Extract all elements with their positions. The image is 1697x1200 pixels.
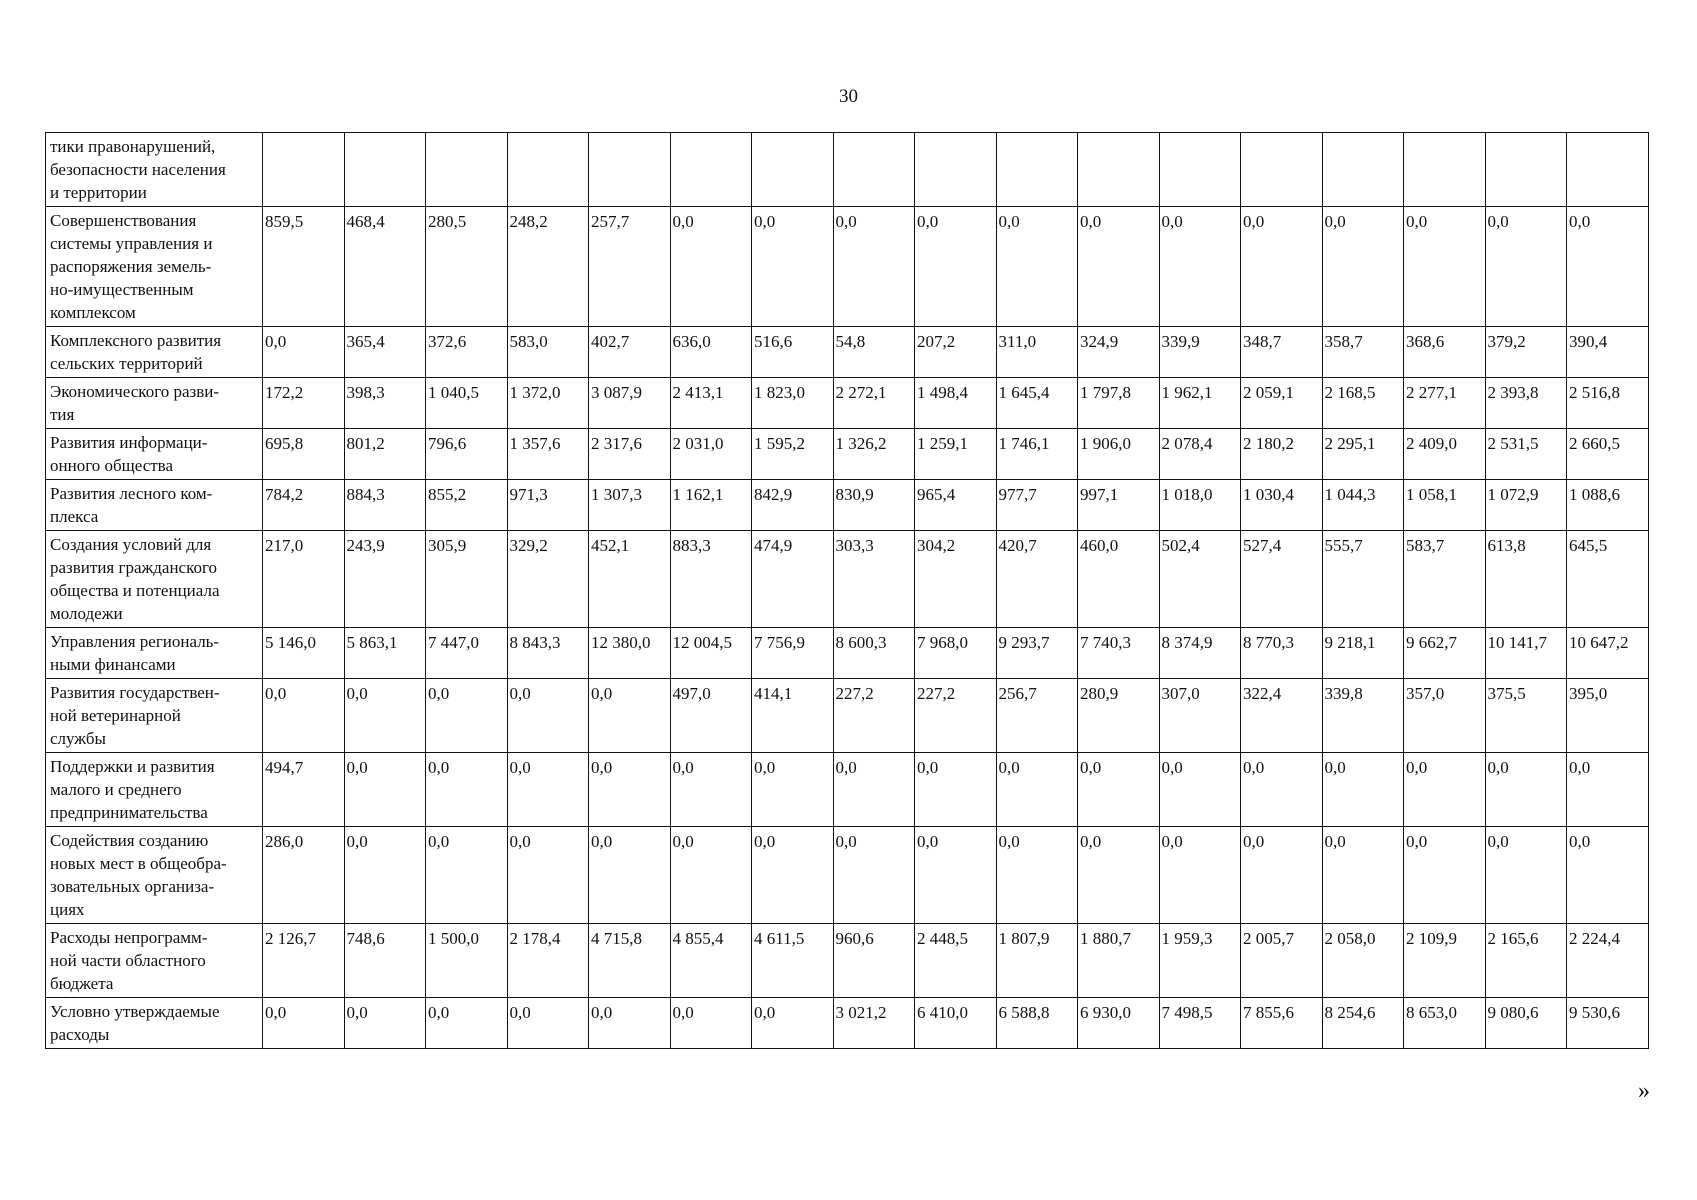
value-cell: 305,9 bbox=[426, 531, 508, 628]
value-cell: 7 740,3 bbox=[1078, 628, 1160, 679]
value-cell: 0,0 bbox=[1485, 753, 1567, 827]
value-cell: 1 372,0 bbox=[507, 378, 589, 429]
value-cell: 0,0 bbox=[915, 207, 997, 327]
value-cell: 2 317,6 bbox=[589, 429, 671, 480]
table-row bbox=[46, 207, 1649, 327]
value-cell: 0,0 bbox=[752, 753, 834, 827]
value-cell: 0,0 bbox=[1485, 207, 1567, 327]
value-cell: 1 058,1 bbox=[1404, 480, 1486, 531]
value-cell: 965,4 bbox=[915, 480, 997, 531]
value-cell: 1 018,0 bbox=[1159, 480, 1241, 531]
value-cell: 0,0 bbox=[670, 753, 752, 827]
row-label bbox=[46, 753, 263, 827]
value-cell: 0,0 bbox=[426, 679, 508, 753]
value-cell: 0,0 bbox=[1322, 753, 1404, 827]
page-number: 30 bbox=[839, 86, 858, 107]
value-cell bbox=[589, 133, 671, 207]
value-cell: 494,7 bbox=[263, 753, 345, 827]
value-cell: 645,5 bbox=[1567, 531, 1649, 628]
value-cell: 0,0 bbox=[1159, 207, 1241, 327]
value-cell: 859,5 bbox=[263, 207, 345, 327]
value-cell: 0,0 bbox=[1567, 827, 1649, 924]
row-label-line: общества и потенциала bbox=[50, 581, 220, 600]
value-cell: 0,0 bbox=[426, 998, 508, 1049]
value-cell bbox=[1159, 133, 1241, 207]
value-cell: 0,0 bbox=[1567, 753, 1649, 827]
value-cell: 348,7 bbox=[1241, 327, 1323, 378]
value-cell: 636,0 bbox=[670, 327, 752, 378]
value-cell: 4 611,5 bbox=[752, 924, 834, 998]
value-cell: 217,0 bbox=[263, 531, 345, 628]
value-cell: 0,0 bbox=[426, 753, 508, 827]
value-cell: 379,2 bbox=[1485, 327, 1567, 378]
row-label-line: Поддержки и развития bbox=[50, 757, 215, 776]
budget-table bbox=[45, 132, 1649, 1049]
row-label-line: ной части областного bbox=[50, 951, 206, 970]
value-cell bbox=[752, 133, 834, 207]
value-cell: 2 660,5 bbox=[1567, 429, 1649, 480]
value-cell: 1 307,3 bbox=[589, 480, 671, 531]
value-cell bbox=[426, 133, 508, 207]
value-cell: 2 168,5 bbox=[1322, 378, 1404, 429]
row-label-line: Содействия созданию bbox=[50, 831, 209, 850]
value-cell: 8 254,6 bbox=[1322, 998, 1404, 1049]
value-cell: 3 021,2 bbox=[833, 998, 915, 1049]
value-cell: 0,0 bbox=[507, 753, 589, 827]
value-cell: 358,7 bbox=[1322, 327, 1404, 378]
value-cell: 2 180,2 bbox=[1241, 429, 1323, 480]
value-cell: 257,7 bbox=[589, 207, 671, 327]
row-label-line: сельских территорий bbox=[50, 354, 203, 373]
row-label-line: онного общества bbox=[50, 456, 174, 475]
value-cell: 227,2 bbox=[833, 679, 915, 753]
value-cell: 5 863,1 bbox=[344, 628, 426, 679]
value-cell: 402,7 bbox=[589, 327, 671, 378]
value-cell: 0,0 bbox=[1159, 753, 1241, 827]
value-cell: 0,0 bbox=[263, 998, 345, 1049]
table-row bbox=[46, 429, 1649, 480]
row-label-line: тия bbox=[50, 405, 75, 424]
value-cell: 2 448,5 bbox=[915, 924, 997, 998]
value-cell: 0,0 bbox=[833, 827, 915, 924]
row-label bbox=[46, 378, 263, 429]
table-row bbox=[46, 679, 1649, 753]
value-cell: 8 374,9 bbox=[1159, 628, 1241, 679]
value-cell: 2 277,1 bbox=[1404, 378, 1486, 429]
value-cell: 0,0 bbox=[1322, 827, 1404, 924]
value-cell: 368,6 bbox=[1404, 327, 1486, 378]
row-label bbox=[46, 480, 263, 531]
value-cell: 497,0 bbox=[670, 679, 752, 753]
value-cell: 286,0 bbox=[263, 827, 345, 924]
value-cell: 6 930,0 bbox=[1078, 998, 1160, 1049]
value-cell: 0,0 bbox=[752, 827, 834, 924]
value-cell: 2 165,6 bbox=[1485, 924, 1567, 998]
value-cell: 322,4 bbox=[1241, 679, 1323, 753]
value-cell: 280,9 bbox=[1078, 679, 1160, 753]
value-cell: 6 410,0 bbox=[915, 998, 997, 1049]
budget-table-body bbox=[46, 133, 1649, 1049]
value-cell: 0,0 bbox=[344, 753, 426, 827]
value-cell: 1 326,2 bbox=[833, 429, 915, 480]
row-label-line: Развития государствен- bbox=[50, 683, 220, 702]
value-cell: 329,2 bbox=[507, 531, 589, 628]
value-cell: 2 178,4 bbox=[507, 924, 589, 998]
value-cell: 0,0 bbox=[1159, 827, 1241, 924]
row-label-line: Условно утверждаемые bbox=[50, 1002, 220, 1021]
value-cell: 7 968,0 bbox=[915, 628, 997, 679]
value-cell: 10 647,2 bbox=[1567, 628, 1649, 679]
value-cell: 2 272,1 bbox=[833, 378, 915, 429]
value-cell: 0,0 bbox=[263, 679, 345, 753]
value-cell: 0,0 bbox=[344, 679, 426, 753]
row-label-line: бюджета bbox=[50, 974, 114, 993]
row-label-line: новых мест в общеобра- bbox=[50, 854, 227, 873]
value-cell: 516,6 bbox=[752, 327, 834, 378]
value-cell: 502,4 bbox=[1159, 531, 1241, 628]
value-cell: 2 409,0 bbox=[1404, 429, 1486, 480]
value-cell: 0,0 bbox=[996, 827, 1078, 924]
value-cell: 395,0 bbox=[1567, 679, 1649, 753]
value-cell bbox=[1404, 133, 1486, 207]
value-cell: 2 059,1 bbox=[1241, 378, 1323, 429]
value-cell: 311,0 bbox=[996, 327, 1078, 378]
value-cell: 1 259,1 bbox=[915, 429, 997, 480]
value-cell: 2 109,9 bbox=[1404, 924, 1486, 998]
value-cell bbox=[996, 133, 1078, 207]
value-cell: 2 031,0 bbox=[670, 429, 752, 480]
continuation-mark: » bbox=[1638, 1078, 1650, 1104]
row-label-line: и территории bbox=[50, 183, 147, 202]
row-label-line: безопасности населения bbox=[50, 160, 226, 179]
value-cell: 12 004,5 bbox=[670, 628, 752, 679]
value-cell bbox=[1322, 133, 1404, 207]
table-row bbox=[46, 480, 1649, 531]
value-cell: 0,0 bbox=[507, 998, 589, 1049]
value-cell: 0,0 bbox=[263, 327, 345, 378]
value-cell: 555,7 bbox=[1322, 531, 1404, 628]
value-cell: 468,4 bbox=[344, 207, 426, 327]
value-cell: 0,0 bbox=[344, 827, 426, 924]
row-label-line: распоряжения земель- bbox=[50, 257, 212, 276]
row-label-line: Расходы непрограмм- bbox=[50, 928, 208, 947]
value-cell: 339,8 bbox=[1322, 679, 1404, 753]
value-cell bbox=[1567, 133, 1649, 207]
row-label bbox=[46, 327, 263, 378]
value-cell: 365,4 bbox=[344, 327, 426, 378]
value-cell: 1 797,8 bbox=[1078, 378, 1160, 429]
value-cell: 7 855,6 bbox=[1241, 998, 1323, 1049]
value-cell: 0,0 bbox=[1404, 827, 1486, 924]
table-row bbox=[46, 924, 1649, 998]
row-label-line: Экономического разви- bbox=[50, 382, 220, 401]
value-cell: 0,0 bbox=[1485, 827, 1567, 924]
value-cell: 10 141,7 bbox=[1485, 628, 1567, 679]
row-label-line: расходы bbox=[50, 1025, 110, 1044]
row-label-line: Совершенствования bbox=[50, 211, 197, 230]
value-cell: 4 855,4 bbox=[670, 924, 752, 998]
value-cell: 796,6 bbox=[426, 429, 508, 480]
value-cell: 8 843,3 bbox=[507, 628, 589, 679]
value-cell: 0,0 bbox=[833, 753, 915, 827]
value-cell: 452,1 bbox=[589, 531, 671, 628]
value-cell: 0,0 bbox=[1404, 207, 1486, 327]
value-cell: 801,2 bbox=[344, 429, 426, 480]
value-cell: 1 645,4 bbox=[996, 378, 1078, 429]
value-cell: 0,0 bbox=[752, 998, 834, 1049]
value-cell: 2 126,7 bbox=[263, 924, 345, 998]
value-cell: 8 600,3 bbox=[833, 628, 915, 679]
value-cell: 1 962,1 bbox=[1159, 378, 1241, 429]
value-cell: 0,0 bbox=[833, 207, 915, 327]
value-cell: 1 595,2 bbox=[752, 429, 834, 480]
value-cell: 1 746,1 bbox=[996, 429, 1078, 480]
value-cell: 3 087,9 bbox=[589, 378, 671, 429]
value-cell: 398,3 bbox=[344, 378, 426, 429]
value-cell: 1 072,9 bbox=[1485, 480, 1567, 531]
value-cell: 7 498,5 bbox=[1159, 998, 1241, 1049]
value-cell: 1 906,0 bbox=[1078, 429, 1160, 480]
value-cell bbox=[670, 133, 752, 207]
value-cell: 280,5 bbox=[426, 207, 508, 327]
row-label-line: ной ветеринарной bbox=[50, 706, 181, 725]
value-cell: 1 823,0 bbox=[752, 378, 834, 429]
value-cell: 0,0 bbox=[996, 207, 1078, 327]
value-cell: 0,0 bbox=[589, 827, 671, 924]
value-cell bbox=[833, 133, 915, 207]
value-cell: 0,0 bbox=[1078, 207, 1160, 327]
value-cell: 784,2 bbox=[263, 480, 345, 531]
value-cell: 9 530,6 bbox=[1567, 998, 1649, 1049]
row-label-line: Создания условий для bbox=[50, 535, 212, 554]
row-label bbox=[46, 429, 263, 480]
row-label bbox=[46, 531, 263, 628]
value-cell: 357,0 bbox=[1404, 679, 1486, 753]
row-label bbox=[46, 924, 263, 998]
value-cell: 0,0 bbox=[1567, 207, 1649, 327]
value-cell: 0,0 bbox=[589, 998, 671, 1049]
value-cell: 583,0 bbox=[507, 327, 589, 378]
value-cell: 390,4 bbox=[1567, 327, 1649, 378]
value-cell: 8 653,0 bbox=[1404, 998, 1486, 1049]
value-cell: 0,0 bbox=[1241, 753, 1323, 827]
value-cell: 0,0 bbox=[426, 827, 508, 924]
table-row bbox=[46, 531, 1649, 628]
row-label-line: тики правонарушений, bbox=[50, 137, 216, 156]
value-cell: 2 531,5 bbox=[1485, 429, 1567, 480]
value-cell: 0,0 bbox=[1078, 827, 1160, 924]
value-cell: 2 005,7 bbox=[1241, 924, 1323, 998]
row-label-line: плекса bbox=[50, 507, 99, 526]
value-cell: 7 756,9 bbox=[752, 628, 834, 679]
table-row bbox=[46, 827, 1649, 924]
value-cell: 1 880,7 bbox=[1078, 924, 1160, 998]
value-cell: 54,8 bbox=[833, 327, 915, 378]
value-cell: 9 293,7 bbox=[996, 628, 1078, 679]
value-cell: 474,9 bbox=[752, 531, 834, 628]
row-label-line: малого и среднего bbox=[50, 780, 182, 799]
value-cell: 12 380,0 bbox=[589, 628, 671, 679]
value-cell: 0,0 bbox=[915, 827, 997, 924]
value-cell: 7 447,0 bbox=[426, 628, 508, 679]
value-cell: 256,7 bbox=[996, 679, 1078, 753]
value-cell: 303,3 bbox=[833, 531, 915, 628]
row-label-line: службы bbox=[50, 729, 106, 748]
value-cell: 842,9 bbox=[752, 480, 834, 531]
table-row bbox=[46, 133, 1649, 207]
row-label-line: комплексом bbox=[50, 303, 136, 322]
table-row bbox=[46, 753, 1649, 827]
row-label bbox=[46, 133, 263, 207]
value-cell: 324,9 bbox=[1078, 327, 1160, 378]
value-cell: 0,0 bbox=[589, 679, 671, 753]
row-label-line: циях bbox=[50, 900, 85, 919]
value-cell: 1 500,0 bbox=[426, 924, 508, 998]
value-cell bbox=[915, 133, 997, 207]
value-cell: 1 162,1 bbox=[670, 480, 752, 531]
table-row bbox=[46, 998, 1649, 1049]
row-label bbox=[46, 679, 263, 753]
value-cell: 748,6 bbox=[344, 924, 426, 998]
value-cell: 172,2 bbox=[263, 378, 345, 429]
table-row bbox=[46, 378, 1649, 429]
value-cell: 2 224,4 bbox=[1567, 924, 1649, 998]
row-label bbox=[46, 207, 263, 327]
row-label-line: Развития лесного ком- bbox=[50, 484, 213, 503]
value-cell: 414,1 bbox=[752, 679, 834, 753]
value-cell: 0,0 bbox=[670, 998, 752, 1049]
row-label bbox=[46, 827, 263, 924]
value-cell: 9 662,7 bbox=[1404, 628, 1486, 679]
value-cell: 1 357,6 bbox=[507, 429, 589, 480]
value-cell: 0,0 bbox=[1241, 827, 1323, 924]
value-cell: 855,2 bbox=[426, 480, 508, 531]
row-label bbox=[46, 998, 263, 1049]
row-label-line: зовательных организа- bbox=[50, 877, 215, 896]
value-cell: 527,4 bbox=[1241, 531, 1323, 628]
value-cell: 1 044,3 bbox=[1322, 480, 1404, 531]
value-cell: 0,0 bbox=[996, 753, 1078, 827]
value-cell: 0,0 bbox=[915, 753, 997, 827]
value-cell: 977,7 bbox=[996, 480, 1078, 531]
value-cell bbox=[1241, 133, 1323, 207]
value-cell: 0,0 bbox=[589, 753, 671, 827]
value-cell: 0,0 bbox=[1241, 207, 1323, 327]
value-cell: 0,0 bbox=[670, 827, 752, 924]
value-cell: 1 498,4 bbox=[915, 378, 997, 429]
row-label-line: но-имущественным bbox=[50, 280, 194, 299]
value-cell bbox=[1078, 133, 1160, 207]
value-cell: 0,0 bbox=[1322, 207, 1404, 327]
value-cell: 9 080,6 bbox=[1485, 998, 1567, 1049]
value-cell: 420,7 bbox=[996, 531, 1078, 628]
value-cell: 372,6 bbox=[426, 327, 508, 378]
table-row bbox=[46, 327, 1649, 378]
value-cell: 2 078,4 bbox=[1159, 429, 1241, 480]
value-cell: 883,3 bbox=[670, 531, 752, 628]
value-cell: 248,2 bbox=[507, 207, 589, 327]
value-cell: 304,2 bbox=[915, 531, 997, 628]
row-label-line: ными финансами bbox=[50, 655, 176, 674]
value-cell: 1 030,4 bbox=[1241, 480, 1323, 531]
value-cell: 5 146,0 bbox=[263, 628, 345, 679]
value-cell: 460,0 bbox=[1078, 531, 1160, 628]
row-label-line: развития гражданского bbox=[50, 558, 218, 577]
table-row bbox=[46, 628, 1649, 679]
value-cell: 0,0 bbox=[1404, 753, 1486, 827]
value-cell: 243,9 bbox=[344, 531, 426, 628]
value-cell bbox=[1485, 133, 1567, 207]
value-cell: 2 295,1 bbox=[1322, 429, 1404, 480]
value-cell: 0,0 bbox=[670, 207, 752, 327]
row-label-line: Комплексного развития bbox=[50, 331, 222, 350]
value-cell: 227,2 bbox=[915, 679, 997, 753]
value-cell bbox=[263, 133, 345, 207]
value-cell: 307,0 bbox=[1159, 679, 1241, 753]
value-cell: 1 959,3 bbox=[1159, 924, 1241, 998]
value-cell: 884,3 bbox=[344, 480, 426, 531]
value-cell: 583,7 bbox=[1404, 531, 1486, 628]
value-cell: 9 218,1 bbox=[1322, 628, 1404, 679]
value-cell: 695,8 bbox=[263, 429, 345, 480]
row-label-line: системы управления и bbox=[50, 234, 213, 253]
row-label-line: Развития информаци- bbox=[50, 433, 208, 452]
value-cell: 2 516,8 bbox=[1567, 378, 1649, 429]
value-cell: 0,0 bbox=[752, 207, 834, 327]
value-cell: 339,9 bbox=[1159, 327, 1241, 378]
value-cell: 0,0 bbox=[344, 998, 426, 1049]
value-cell: 960,6 bbox=[833, 924, 915, 998]
value-cell: 0,0 bbox=[1078, 753, 1160, 827]
value-cell: 6 588,8 bbox=[996, 998, 1078, 1049]
value-cell: 997,1 bbox=[1078, 480, 1160, 531]
value-cell: 4 715,8 bbox=[589, 924, 671, 998]
value-cell: 971,3 bbox=[507, 480, 589, 531]
row-label bbox=[46, 628, 263, 679]
value-cell: 1 807,9 bbox=[996, 924, 1078, 998]
value-cell: 2 413,1 bbox=[670, 378, 752, 429]
value-cell: 613,8 bbox=[1485, 531, 1567, 628]
row-label-line: предпринимательства bbox=[50, 803, 208, 822]
value-cell: 1 088,6 bbox=[1567, 480, 1649, 531]
value-cell: 0,0 bbox=[507, 827, 589, 924]
value-cell: 8 770,3 bbox=[1241, 628, 1323, 679]
value-cell bbox=[344, 133, 426, 207]
value-cell: 830,9 bbox=[833, 480, 915, 531]
value-cell: 1 040,5 bbox=[426, 378, 508, 429]
value-cell: 375,5 bbox=[1485, 679, 1567, 753]
value-cell: 2 058,0 bbox=[1322, 924, 1404, 998]
row-label-line: Управления региональ- bbox=[50, 632, 220, 651]
value-cell: 2 393,8 bbox=[1485, 378, 1567, 429]
value-cell: 0,0 bbox=[507, 679, 589, 753]
value-cell bbox=[507, 133, 589, 207]
value-cell: 207,2 bbox=[915, 327, 997, 378]
row-label-line: молодежи bbox=[50, 604, 123, 623]
